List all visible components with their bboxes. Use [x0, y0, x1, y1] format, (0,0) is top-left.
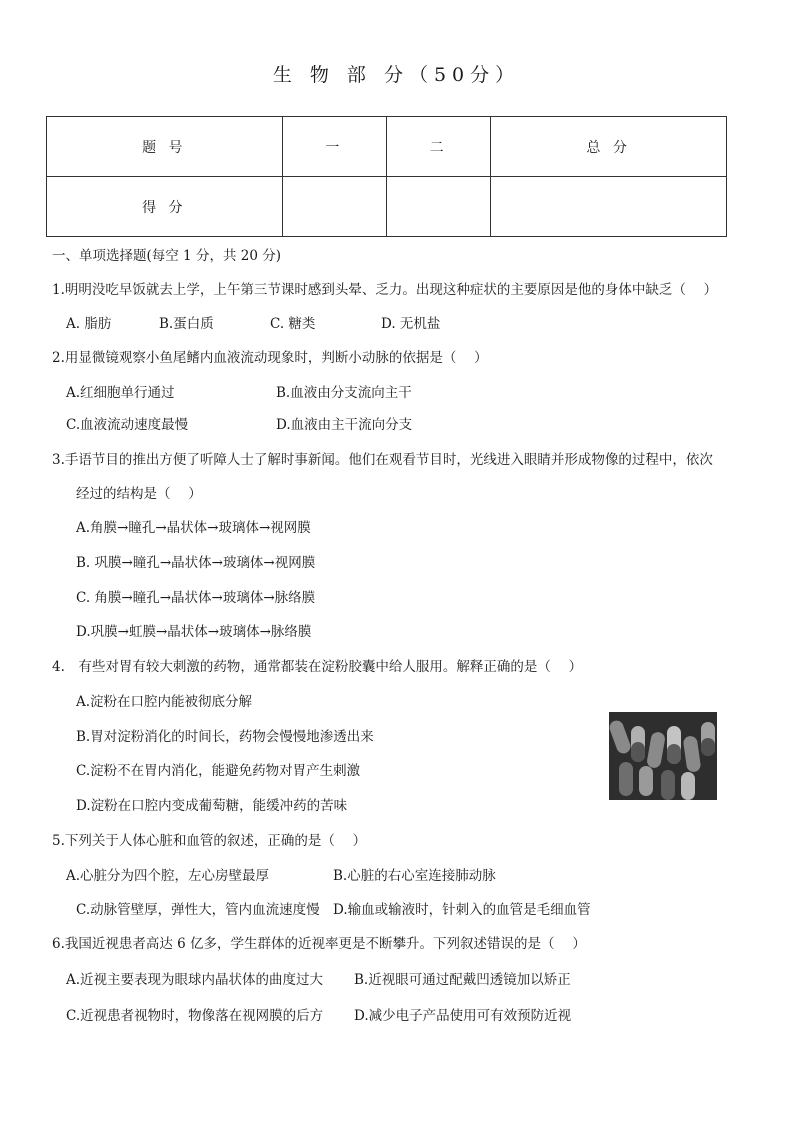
option-d: D.血液由主干流向分支 [276, 417, 413, 433]
page-title: 生 物 部 分（50分） [272, 64, 521, 86]
option-b: B.胃对淀粉消化的时间长，药物会慢慢地渗透出来 [76, 729, 374, 745]
option-c: C. 角膜→瞳孔→晶状体→玻璃体→脉络膜 [76, 590, 316, 606]
question-stem: 6.我国近视患者高达 6 亿多，学生群体的近视率更是不断攀升。下列叙述错误的是（ ） [52, 936, 586, 952]
option-d: D.输血或输液时，针刺入的血管是毛细血管 [333, 902, 591, 918]
score-cell: 二 [386, 117, 490, 177]
option-c: C.动脉管壁厚，弹性大，管内血流速度慢 [76, 902, 320, 918]
score-cell: 一 [282, 117, 386, 177]
option-a: A.心脏分为四个腔，左心房壁最厚 [66, 868, 270, 884]
question-stem: 4. 有些对胃有较大刺激的药物，通常都装在淀粉胶囊中给人服用。解释正确的是（ ） [52, 659, 583, 675]
option-d: D. 无机盐 [381, 316, 441, 332]
option-a: A. 脂肪 [66, 316, 112, 332]
score-cell: 总 分 [491, 117, 727, 177]
option-d: D.巩膜→虹膜→晶状体→玻璃体→脉络膜 [76, 624, 312, 640]
score-table-header-row [47, 117, 727, 177]
option-b: B.心脏的右心室连接肺动脉 [333, 868, 496, 884]
option-d: D.淀粉在口腔内变成葡萄糖，能缓冲药的苦味 [76, 798, 348, 814]
option-b: B.血液由分支流向主干 [276, 385, 412, 401]
option-d: D.减少电子产品使用可有效预防近视 [354, 1008, 572, 1024]
capsules-photo-icon [609, 712, 717, 800]
option-c: C.血液流动速度最慢 [66, 417, 189, 433]
score-table [46, 116, 727, 237]
option-a: A.角膜→瞳孔→晶状体→玻璃体→视网膜 [76, 520, 311, 536]
question-stem: 3.手语节目的推出方便了听障人士了解时事新闻。他们在观看节目时，光线进入眼睛并形成物像的过程中，依次 [52, 452, 713, 468]
question-stem-cont: 经过的结构是（ ） [76, 486, 202, 502]
score-cell: 得 分 [47, 177, 283, 237]
option-a: A.淀粉在口腔内能被彻底分解 [76, 694, 253, 710]
section-heading: 一、单项选择题(每空 1 分，共 20 分) [52, 248, 281, 264]
option-c: C. 糖类 [270, 316, 316, 332]
option-a: A.红细胞单行通过 [66, 385, 175, 401]
question-stem: 1.明明没吃早饭就去上学，上午第三节课时感到头晕、乏力。出现这种症状的主要原因是他的身体中缺乏（ ） [52, 282, 718, 298]
option-c: C.淀粉不在胃内消化，能避免药物对胃产生刺激 [76, 763, 361, 779]
score-cell [386, 177, 490, 237]
option-b: B.近视眼可通过配戴凹透镜加以矫正 [354, 972, 571, 988]
option-b: B.蛋白质 [159, 316, 214, 332]
score-cell: 题 号 [47, 117, 283, 177]
score-table-score-row [47, 177, 727, 237]
score-cell [282, 177, 386, 237]
score-cell [491, 177, 727, 237]
question-stem: 2.用显微镜观察小鱼尾鳍内血液流动现象时，判断小动脉的依据是（ ） [52, 350, 488, 366]
option-b: B. 巩膜→瞳孔→晶状体→玻璃体→视网膜 [76, 555, 316, 571]
option-c: C.近视患者视物时，物像落在视网膜的后方 [66, 1008, 324, 1024]
option-a: A.近视主要表现为眼球内晶状体的曲度过大 [66, 972, 324, 988]
question-stem: 5.下列关于人体心脏和血管的叙述，正确的是（ ） [52, 833, 367, 849]
